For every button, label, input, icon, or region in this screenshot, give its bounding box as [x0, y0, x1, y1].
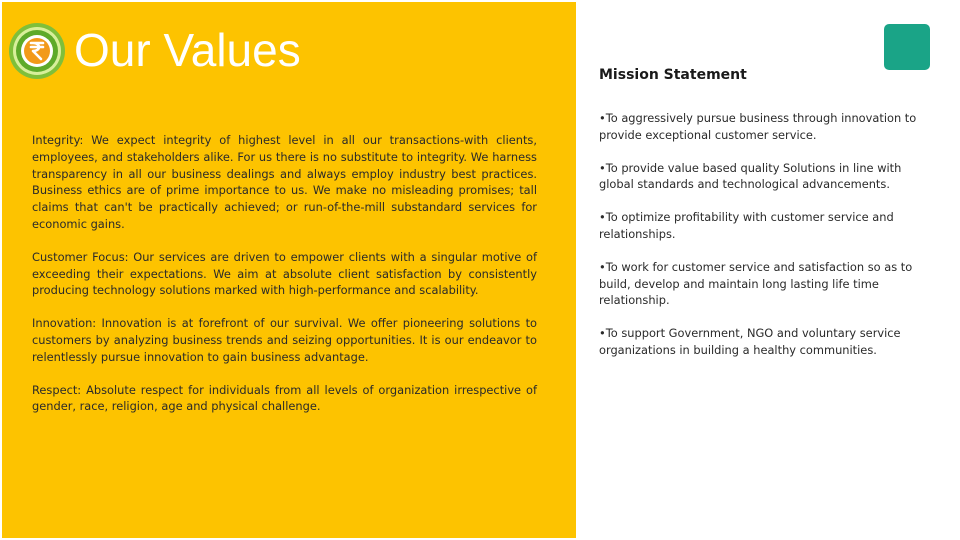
- value-innovation: Innovation: Innovation is at forefront of our survival. We offer pioneering solutions to customers by analyzing business trends and seizing opportunities. It is our endeavor to relentlessly pursue innovation to gain business advantage.: [32, 316, 537, 364]
- mission-list: [599, 110, 919, 375]
- mission-item: •To optimize profitability with customer service and relationships.: [599, 210, 894, 241]
- page-title: Our Values: [74, 24, 301, 76]
- mission-title: Mission Statement: [599, 67, 747, 83]
- rupee-logo-icon: [8, 22, 66, 80]
- mission-item: •To work for customer service and satisfaction so as to build, develop and maintain long lasting life time relationship.: [599, 259, 913, 308]
- value-customer-focus: Customer Focus: Our services are driven to empower clients with a singular motive of exceeding their expectations. We aim at absolute client satisfaction by consistently producing technology solutions marked with high-performance and scalability.: [32, 249, 537, 298]
- value-integrity: Integrity: We expect integrity of highest level in all our transactions-with clients, employees, and stakeholders alike. For us there is no substitute to integrity. We harness transparency in all our business dealings and always employ industry best practices. Business ethics are of prime importance to us. We make no misleading promises; tall claims that can't be practically achieved; or run-of-the-mill substandard services for economic gains.: [32, 133, 537, 231]
- values-panel: [2, 2, 576, 538]
- mission-item: •To aggressively pursue business through innovation to provide exceptional customer service.: [599, 111, 917, 142]
- accent-square: [884, 24, 930, 70]
- mission-item: •To support Government, NGO and voluntary service organizations in building a healthy communities.: [599, 326, 901, 357]
- value-respect: Respect: Absolute respect for individuals from all levels of organization irrespective of gender, race, religion, age and physical challenge.: [32, 382, 537, 414]
- mission-item: •To provide value based quality Solutions in line with global standards and technological advancements.: [599, 160, 902, 192]
- values-list: [32, 132, 537, 431]
